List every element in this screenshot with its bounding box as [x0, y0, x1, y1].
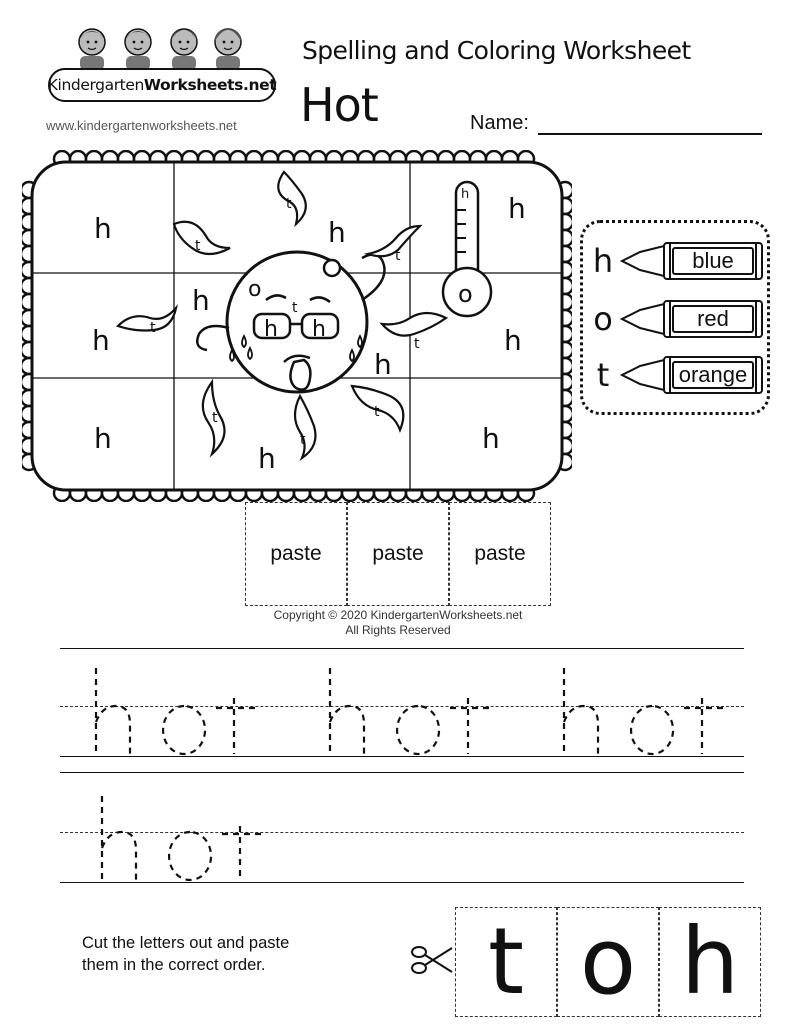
- grid-letter: h: [504, 324, 522, 357]
- crayon: [620, 298, 770, 340]
- tracing-row-2: [60, 772, 744, 884]
- flame-letter: t: [300, 432, 306, 448]
- sun-letter: h: [264, 317, 278, 342]
- flame-letter: t: [195, 238, 201, 254]
- sun-letter: o: [248, 277, 262, 302]
- coloring-picture: [22, 150, 572, 502]
- instruction-line: them in the correct order.: [82, 956, 266, 974]
- grid-letter: h: [94, 422, 112, 455]
- worksheet-title: Spelling and Coloring Worksheet: [302, 36, 691, 65]
- cut-letter-box[interactable]: h: [659, 907, 761, 1017]
- grid-letter: h: [92, 324, 110, 357]
- color-key: [580, 220, 770, 415]
- grid-letter: h: [374, 348, 392, 381]
- copyright-line: Copyright © 2020 KindergartenWorksheets.net: [273, 608, 523, 622]
- tracing-row-1: [60, 648, 744, 760]
- paste-area: [245, 502, 551, 606]
- logo-text-right: Worksheets.net: [143, 76, 277, 94]
- trace-stroke: [102, 832, 136, 880]
- traced-word-row: [60, 772, 744, 884]
- name-label: Name:: [470, 112, 529, 134]
- trace-stroke: [397, 706, 439, 754]
- thermometer-letter: h: [461, 187, 470, 202]
- grid-letter: h: [258, 442, 276, 475]
- paste-box[interactable]: paste: [449, 502, 551, 606]
- scissors-icon: [410, 942, 454, 978]
- flame-letter: t: [212, 410, 218, 426]
- crayon-color-word: red: [672, 305, 754, 333]
- flame-letter: t: [150, 320, 156, 336]
- trace-stroke: [96, 706, 130, 754]
- crayon: [620, 240, 770, 282]
- key-row: [590, 294, 770, 344]
- grid-letter: h: [94, 212, 112, 245]
- site-logo: [40, 22, 285, 134]
- cut-letter-box[interactable]: o: [557, 907, 659, 1017]
- key-row: [590, 236, 770, 286]
- key-row: [590, 350, 770, 400]
- copyright: [200, 608, 596, 638]
- trace-stroke: [169, 832, 211, 880]
- traced-word-row: [60, 648, 744, 760]
- logo-badge: [48, 68, 276, 102]
- cut-out-letters: [455, 907, 761, 1017]
- thermometer-letter: o: [458, 280, 473, 308]
- key-letter: t: [596, 356, 610, 394]
- grid-letter: h: [192, 284, 210, 317]
- instruction-line: Cut the letters out and paste: [82, 934, 290, 952]
- trace-stroke: [564, 706, 598, 754]
- flame-letter: t: [286, 196, 292, 212]
- grid-letter: h: [482, 422, 500, 455]
- trace-stroke: [163, 706, 205, 754]
- cut-letter-box[interactable]: t: [455, 907, 557, 1017]
- crayon-color-word: blue: [672, 247, 754, 275]
- flame-letter: t: [374, 404, 380, 420]
- flame-letter: t: [414, 336, 420, 352]
- sun-letter: h: [312, 317, 326, 342]
- name-line: [538, 133, 762, 135]
- paste-box[interactable]: paste: [245, 502, 347, 606]
- crayon: [620, 354, 770, 396]
- target-word: Hot: [300, 78, 378, 132]
- copyright-line: All Rights Reserved: [345, 623, 451, 637]
- logo-text-left: Kindergarten: [47, 76, 144, 94]
- instructions: [82, 932, 289, 976]
- flame-letter: t: [395, 248, 401, 264]
- key-letter: h: [592, 242, 614, 280]
- grid-letter: h: [508, 192, 526, 225]
- grid-letter: h: [328, 216, 346, 249]
- crayon-color-word: orange: [672, 361, 754, 389]
- site-url: www.kindergartenworksheets.net: [46, 118, 237, 133]
- trace-stroke: [631, 706, 673, 754]
- flame-letter: t: [292, 300, 298, 316]
- trace-stroke: [330, 706, 364, 754]
- paste-box[interactable]: paste: [347, 502, 449, 606]
- children-illustration: [50, 22, 270, 72]
- key-letter: o: [593, 300, 613, 338]
